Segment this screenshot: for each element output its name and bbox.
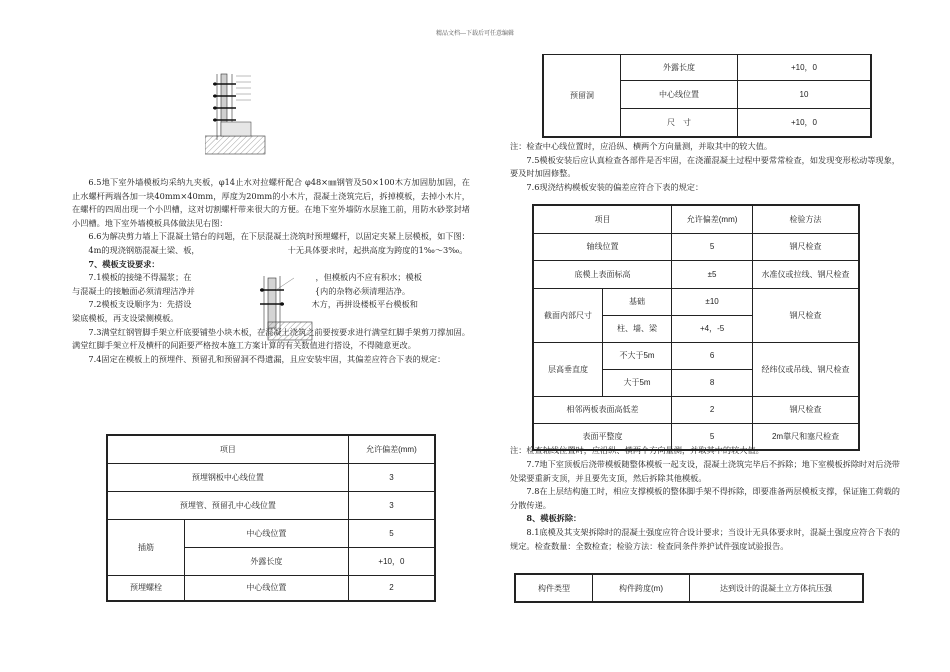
table-cell: ±10 — [672, 288, 753, 315]
table-header: 构件跨度(m) — [593, 574, 690, 602]
table-group: 预留洞 — [543, 55, 621, 137]
table-cell: 水准仪或拉线、钢尺检查 — [753, 260, 859, 288]
para-7-1-c: 与混凝土的接触面必须清理洁净并 — [72, 285, 195, 296]
table-cell: 6 — [672, 342, 753, 369]
heading-7: 7、模板支设要求： — [88, 258, 160, 269]
para-arch — [72, 244, 470, 258]
table-cell: 相邻两板表面高低差 — [533, 396, 672, 423]
formwork-deviation-table — [532, 204, 860, 451]
para-7-6: 7.6现浇结构模板安装的偏差应符合下表的规定： — [526, 181, 704, 192]
para-arch-b: 十无具体要求时，起拱高度为跨度的1‰～3‰。 — [287, 244, 468, 255]
table-cell: 预埋钢板中心线位置 — [107, 463, 348, 491]
table-cell: +10，0 — [738, 109, 872, 137]
table-cell: 钢尺检查 — [753, 233, 859, 260]
table-cell: 钢尺检查 — [753, 288, 859, 342]
table-group: 截面内部尺寸 — [533, 288, 603, 342]
table-header: 允许偏差(mm) — [672, 205, 753, 233]
table-cell: 基础 — [603, 288, 672, 315]
table-cell: 经纬仪或吊线、钢尺检查 — [753, 342, 859, 396]
para-8-1: 8.1底模及其支架拆除时的混凝土强度应符合设计要求；当设计无具体要求时，混凝土强度应符合下表的规定。检查数量：全数检查；检验方法：检查同条件养护试件强度试验报告。 — [510, 526, 900, 551]
table-cell: 2 — [672, 396, 753, 423]
table-cell: 不大于5m — [603, 342, 672, 369]
note-2: 注：检查轴线位置时，应沿纵、横两个方向量测，并取其中的较大值。 — [510, 445, 764, 456]
para-7-7: 7.7地下室顶板后浇带模板随整体模板一起支设，混凝土浇筑完毕后不拆除；地下室模板拆除时对后浇带处梁要重新支顶，并且要先支顶，然后拆除其他模板。 — [510, 458, 900, 483]
para-7-2-b: 木方，再拼设楼板平台模板和 — [311, 299, 418, 310]
para-7-1-b: ，但模板内不应有积水；模板 — [315, 272, 422, 283]
table-header: 达到设计的混凝土立方体抗压强 — [690, 574, 864, 602]
table-cell: 中心线位置 — [621, 81, 738, 109]
table-cell: 轴线位置 — [533, 233, 672, 260]
page-header: 精品文档---下载后可任意编辑 — [435, 30, 515, 37]
left-column — [72, 176, 470, 366]
table-cell: 中心线位置 — [185, 575, 349, 601]
para-7-4: 7.4固定在模板上的预埋件、预留孔和预留洞不得遗漏，且应安装牢固，其偏差应符合下表的规定： — [88, 353, 446, 364]
table-cell: 3 — [348, 463, 435, 491]
para-7-3: 7.3满堂红钢管脚手架立杆底要铺垫小块木板，在混凝土浇筑之前要按要求进行满堂红脚手架剪刀撑加固。满堂红脚手架立杆及横杆的间距要严格按本施工方案计算的有关数值进行搭设，不得随意更改。 — [72, 326, 470, 351]
para-7-2-a: 7.2模板支设顺序为：先搭设 — [88, 299, 192, 310]
table-cell: ±5 — [672, 260, 753, 288]
table-cell: +10，0 — [738, 55, 872, 81]
table-cell: +10，0 — [348, 547, 435, 575]
table-group: 预埋螺栓 — [107, 575, 185, 601]
table-cell: 3 — [348, 491, 435, 519]
table-cell: 中心线位置 — [185, 519, 349, 547]
para-7-1-d: {内的杂物必须清理洁净。 — [314, 285, 411, 296]
table-cell: 2 — [348, 575, 435, 601]
para-7-1 — [72, 271, 470, 285]
para-7-1-line2 — [72, 285, 470, 299]
para-arch-a: 4m的现浇钢筋混凝土梁、板， — [88, 244, 200, 255]
table-cell: 8 — [672, 369, 753, 396]
para-7-5: 7.5模板安装后应认真检查各部件是否牢固，在浇灌混凝土过程中要常常检查，如发现变形松动等现象，要及时加固修整。 — [510, 154, 900, 179]
table-header: 项目 — [107, 435, 348, 463]
removal-strength-table — [514, 573, 864, 603]
table-cell: 5 — [348, 519, 435, 547]
note-1: 注：检查中心线位置时，应沿纵、横两个方向量测，并取其中的较大值。 — [510, 141, 773, 151]
table-cell: 外露长度 — [185, 547, 349, 575]
reserved-hole-table — [542, 54, 872, 138]
table-cell: 钢尺检查 — [753, 396, 859, 423]
table-cell: 尺 寸 — [621, 109, 738, 137]
para-7-2-line2: 梁底模板，再支设梁侧模板。 — [72, 312, 179, 323]
table-cell: 表面平整度 — [533, 423, 672, 450]
embedded-parts-table — [106, 434, 436, 602]
table-group: 插筋 — [107, 519, 185, 575]
table-cell: 5 — [672, 233, 753, 260]
table-cell: 2m靠尺和塞尺检查 — [753, 423, 859, 450]
table-cell: 预埋管、预留孔中心线位置 — [107, 491, 348, 519]
table-header: 检验方法 — [753, 205, 859, 233]
table-group: 层高垂直度 — [533, 342, 603, 396]
table-header: 构件类型 — [515, 574, 593, 602]
table-cell: 底模上表面标高 — [533, 260, 672, 288]
table-header: 项目 — [533, 205, 672, 233]
table-cell: 柱、墙、梁 — [603, 315, 672, 342]
wall-formwork-figure — [205, 70, 285, 160]
table-cell: 5 — [672, 423, 753, 450]
table-header: 允许偏差(mm) — [348, 435, 435, 463]
para-7-1-a: 7.1模板的接缝不得漏浆；在 — [88, 272, 192, 283]
para-7-2 — [72, 298, 470, 312]
table-cell: 外露长度 — [621, 55, 738, 81]
table-cell: 大于5m — [603, 369, 672, 396]
para-7-8: 7.8在上层结构施工时，相应支撑模板的整体脚手架不得拆除，即要准备两层模板支撑，保证施工荷载的分散传递。 — [510, 486, 900, 510]
para-6-5: 6.5地下室外墙模板均采纳九夹板，φ14止水对拉螺杆配合 φ48×㎜钢管及50×100木方加固肋加固，在止水螺杆两端各加一块40mm×40mm，厚度为20mm的小木片，混凝土浇筑完后，拆掉模板，去掉小木片，在螺杆的四周出现一个小凹槽，这对切割螺杆带来很大的方便。在地下室外墙防水层施工前，用防水砂浆封堵小凹槽。地下室外墙模板具体做法见右图： — [72, 177, 470, 228]
para-6-6: 6.6为解决剪力墙上下混凝土错台的问题，在下层混凝土浇筑时预埋螺杆，以固定夹紧上层模板，如下图： — [88, 231, 470, 242]
table-cell: 10 — [738, 81, 872, 109]
heading-8: 8、模板拆除： — [526, 513, 582, 524]
table-cell: +4，-5 — [672, 315, 753, 342]
